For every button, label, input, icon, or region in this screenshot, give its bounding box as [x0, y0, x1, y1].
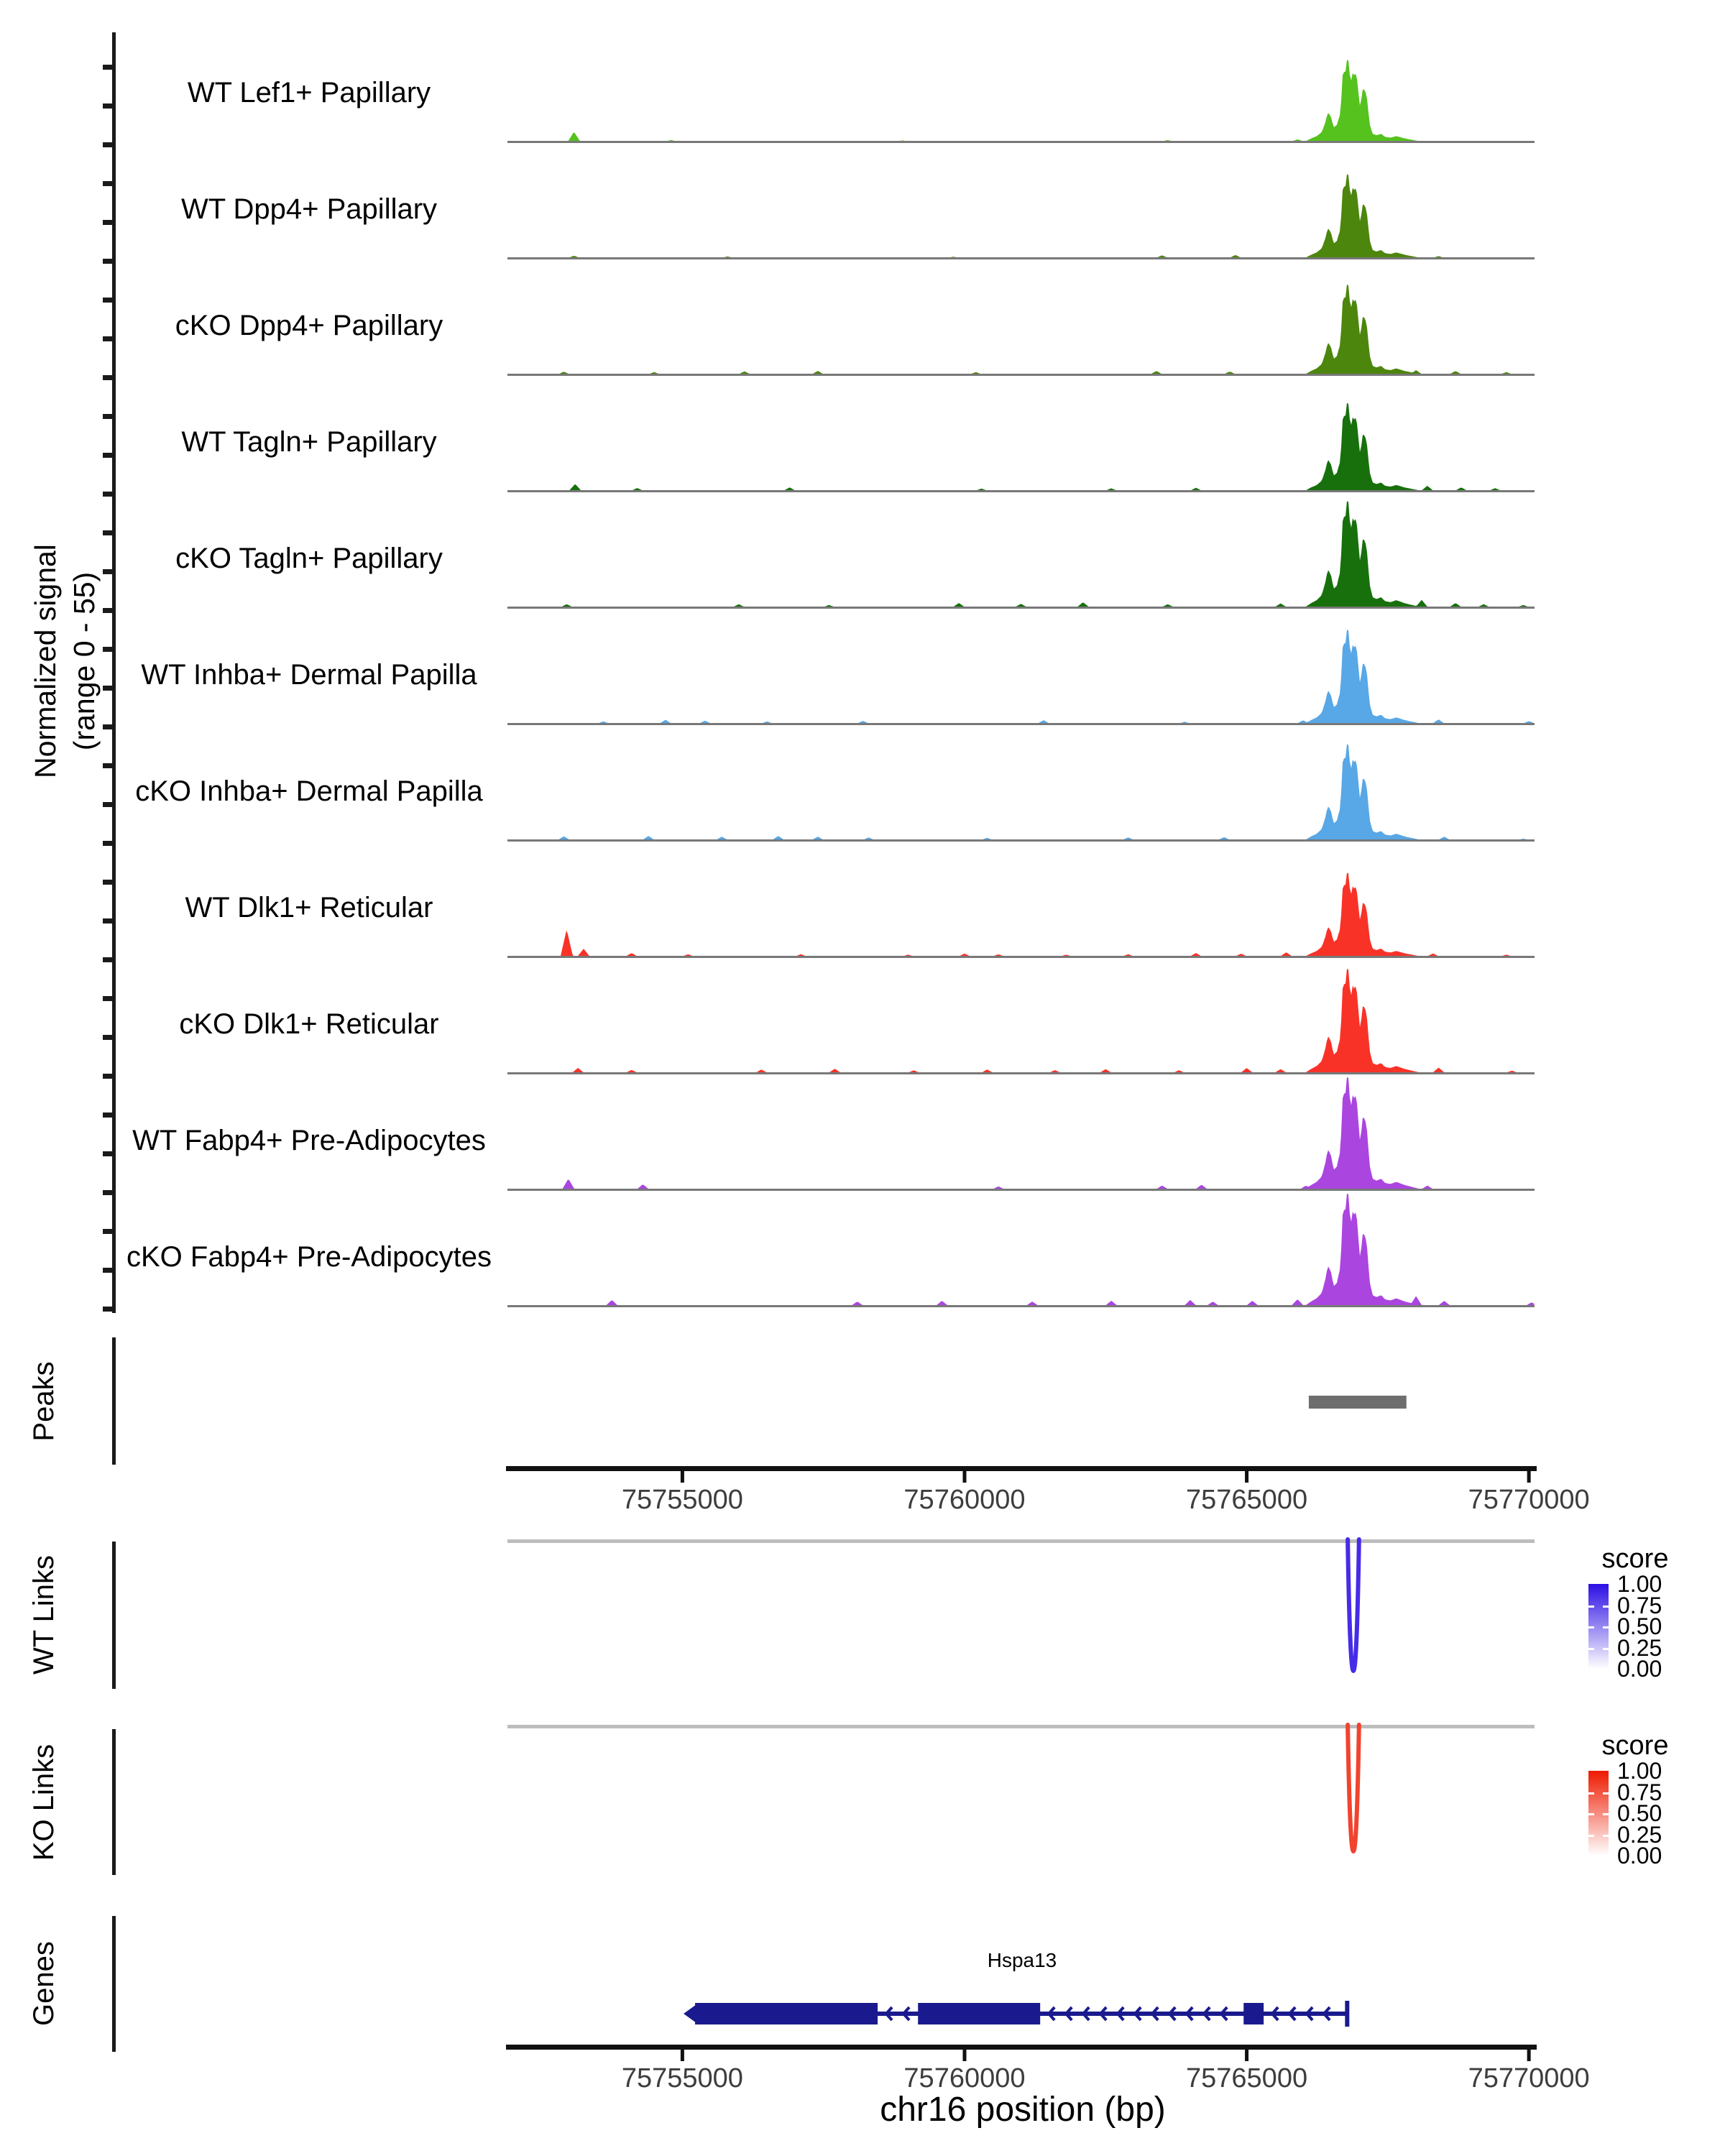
wt-panel-top-line: [507, 1539, 1535, 1543]
track-label-6: WT Inhba+ Dermal Papilla: [141, 659, 477, 691]
genomic-axis-tick-label: 75755000: [621, 1485, 743, 1515]
track-label-2: WT Dpp4+ Papillary: [180, 193, 438, 225]
signal-axis-tick: [103, 220, 113, 225]
signal-axis-tick: [103, 608, 113, 613]
wt-legend-tick-025: 0.25: [1617, 1635, 1662, 1661]
wt-legend-tick-050: 0.50: [1617, 1613, 1662, 1639]
signal-axis-tick: [103, 375, 113, 380]
genomic-axis-tick: [681, 1471, 684, 1483]
track-label-10: WT Fabp4+ Pre-Adipocytes: [132, 1125, 486, 1156]
signal-axis-tick: [103, 1112, 113, 1118]
coverage-area-2: [507, 175, 1535, 259]
genomic-axis-tick: [1527, 2050, 1531, 2061]
wt-bar-notch: [1588, 1626, 1594, 1628]
genomic-axis-tick-label: 75765000: [1186, 2063, 1308, 2093]
ko-links-bracket: [112, 1729, 116, 1875]
signal-axis-tick: [103, 957, 113, 962]
signal-axis-tick: [103, 1151, 113, 1156]
ko-score-legend-title: score: [1601, 1731, 1669, 1761]
wt-legend-tick-100: 1.00: [1617, 1571, 1662, 1597]
track-label-1: WT Lef1+ Papillary: [187, 77, 431, 109]
peaks-section-label: Peaks: [27, 1361, 60, 1442]
track-label-11: cKO Fabp4+ Pre-Adipocytes: [126, 1241, 492, 1273]
signal-axis-tick: [103, 1190, 113, 1195]
signal-axis-tick: [103, 103, 113, 109]
ko-legend-tick-000: 0.00: [1617, 1843, 1662, 1869]
signal-axis-tick: [103, 492, 113, 497]
wt-links-bracket: [112, 1542, 116, 1689]
gene-strand-arrowhead: [684, 2004, 696, 2023]
signal-axis-tick: [103, 65, 113, 70]
genomic-axis-tick: [1245, 2050, 1248, 2061]
track-baseline-6: [507, 723, 1535, 725]
ko-legend-tick-025: 0.25: [1617, 1822, 1662, 1848]
track-baseline-2: [507, 257, 1535, 259]
ko-link-arc: [1348, 1725, 1359, 1851]
wt-bar-notch: [1588, 1606, 1594, 1608]
track-baseline-8: [507, 956, 1535, 958]
wt-score-legend-title: score: [1601, 1544, 1669, 1574]
y-axis-label-line2: (range 0 - 55): [67, 571, 101, 751]
track-baseline-4: [507, 490, 1535, 492]
genomic-axis-tick: [962, 2050, 966, 2061]
ko-bar-notch: [1603, 1835, 1609, 1837]
track-label-9: cKO Dlk1+ Reticular: [179, 1008, 439, 1040]
genomic-axis-tick-label: 75760000: [903, 1485, 1026, 1515]
genomic-axis-tick-label: 75770000: [1468, 2063, 1590, 2093]
genes-section-label: Genes: [27, 1941, 60, 2026]
gene-exon-box: [1243, 2003, 1264, 2024]
gene-end-bar: [1345, 2001, 1349, 2027]
signal-axis-tick: [103, 298, 113, 303]
coverage-area-7: [507, 745, 1535, 841]
ko-bar-notch: [1588, 1835, 1594, 1837]
track-baseline-1: [507, 141, 1535, 143]
signal-axis-tick: [103, 996, 113, 1001]
track-label-3: cKO Dpp4+ Papillary: [175, 310, 443, 341]
track-label-7: cKO Inhba+ Dermal Papilla: [135, 775, 483, 807]
genomic-axis-tick: [1245, 1471, 1248, 1483]
ko-links-section-label: KO Links: [27, 1743, 60, 1861]
track-baseline-5: [507, 607, 1535, 609]
track-label-4: WT Tagln+ Papillary: [181, 426, 437, 458]
signal-axis-tick: [103, 530, 113, 535]
genomic-axis-line-2: [506, 2045, 1537, 2050]
wt-bar-notch: [1603, 1606, 1609, 1608]
gene-exon-box: [695, 2003, 878, 2024]
track-label-8: WT Dlk1+ Reticular: [185, 892, 433, 923]
peaks-bracket: [112, 1337, 116, 1465]
peak-region-bar: [1309, 1396, 1407, 1409]
coverage-area-6: [507, 630, 1535, 724]
signal-axis-tick: [103, 1035, 113, 1040]
signal-axis-tick: [103, 647, 113, 652]
ko-legend-tick-100: 1.00: [1617, 1758, 1662, 1784]
wt-bar-notch: [1603, 1648, 1609, 1650]
genomic-axis-tick-label: 75755000: [621, 2063, 743, 2093]
coverage-area-11: [507, 1194, 1535, 1306]
coverage-area-9: [507, 969, 1535, 1073]
signal-axis-tick: [103, 453, 113, 458]
wt-links-section-label: WT Links: [27, 1555, 60, 1674]
wt-legend-tick-075: 0.75: [1617, 1593, 1662, 1618]
ko-panel-top-line: [507, 1725, 1535, 1728]
gene-name-label: Hspa13: [987, 1949, 1057, 1971]
genomic-axis-tick: [962, 1471, 966, 1483]
signal-axis-tick: [103, 841, 113, 846]
coverage-area-3: [507, 285, 1535, 374]
signal-axis-tick: [103, 414, 113, 419]
signal-axis-tick: [103, 1074, 113, 1079]
coverage-area-4: [507, 403, 1535, 491]
wt-bar-notch: [1603, 1626, 1609, 1628]
ko-legend-tick-050: 0.50: [1617, 1800, 1662, 1826]
genes-bracket: [112, 1916, 116, 2052]
wt-link-arc: [1348, 1539, 1359, 1671]
coverage-area-8: [507, 873, 1535, 957]
wt-legend-tick-000: 0.00: [1617, 1656, 1662, 1682]
signal-axis-tick: [103, 569, 113, 574]
signal-axis-tick: [103, 724, 113, 729]
coverage-area-1: [507, 60, 1535, 142]
signal-axis-tick: [103, 181, 113, 186]
genomic-axis-line-1: [506, 1466, 1537, 1471]
genomic-axis-tick: [1527, 1471, 1531, 1483]
ko-bar-notch: [1603, 1792, 1609, 1795]
track-baseline-3: [507, 374, 1535, 376]
ko-bar-notch: [1603, 1813, 1609, 1815]
signal-axis-tick: [103, 336, 113, 341]
gene-exon-box: [918, 2003, 1040, 2024]
track-baseline-11: [507, 1305, 1535, 1307]
signal-axis-tick: [103, 918, 113, 923]
signal-axis-tick: [103, 142, 113, 147]
signal-axis-tick: [103, 1229, 113, 1234]
signal-axis-tick: [103, 686, 113, 691]
signal-axis-tick: [103, 880, 113, 885]
genomic-axis-tick-label: 75770000: [1468, 1485, 1590, 1515]
ko-legend-tick-075: 0.75: [1617, 1779, 1662, 1805]
signal-axis-tick: [103, 259, 113, 264]
signal-axis-tick: [103, 802, 113, 807]
ko-bar-notch: [1588, 1792, 1594, 1795]
wt-bar-notch: [1588, 1648, 1594, 1650]
track-baseline-7: [507, 839, 1535, 842]
signal-axis-tick: [103, 1268, 113, 1273]
track-baseline-9: [507, 1072, 1535, 1074]
y-axis-label-line1: Normalized signal: [28, 544, 62, 778]
coverage-area-5: [507, 501, 1535, 607]
genomic-axis-tick-label: 75765000: [1186, 1485, 1308, 1515]
coverage-area-10: [507, 1077, 1535, 1189]
track-baseline-10: [507, 1189, 1535, 1191]
x-axis-title: chr16 position (bp): [880, 2091, 1166, 2129]
signal-axis-tick: [103, 763, 113, 768]
genomic-axis-tick: [681, 2050, 684, 2061]
ko-bar-notch: [1588, 1813, 1594, 1815]
track-label-5: cKO Tagln+ Papillary: [175, 543, 443, 574]
genomic-axis-tick-label: 75760000: [903, 2063, 1026, 2093]
signal-axis-tick: [103, 1307, 113, 1312]
